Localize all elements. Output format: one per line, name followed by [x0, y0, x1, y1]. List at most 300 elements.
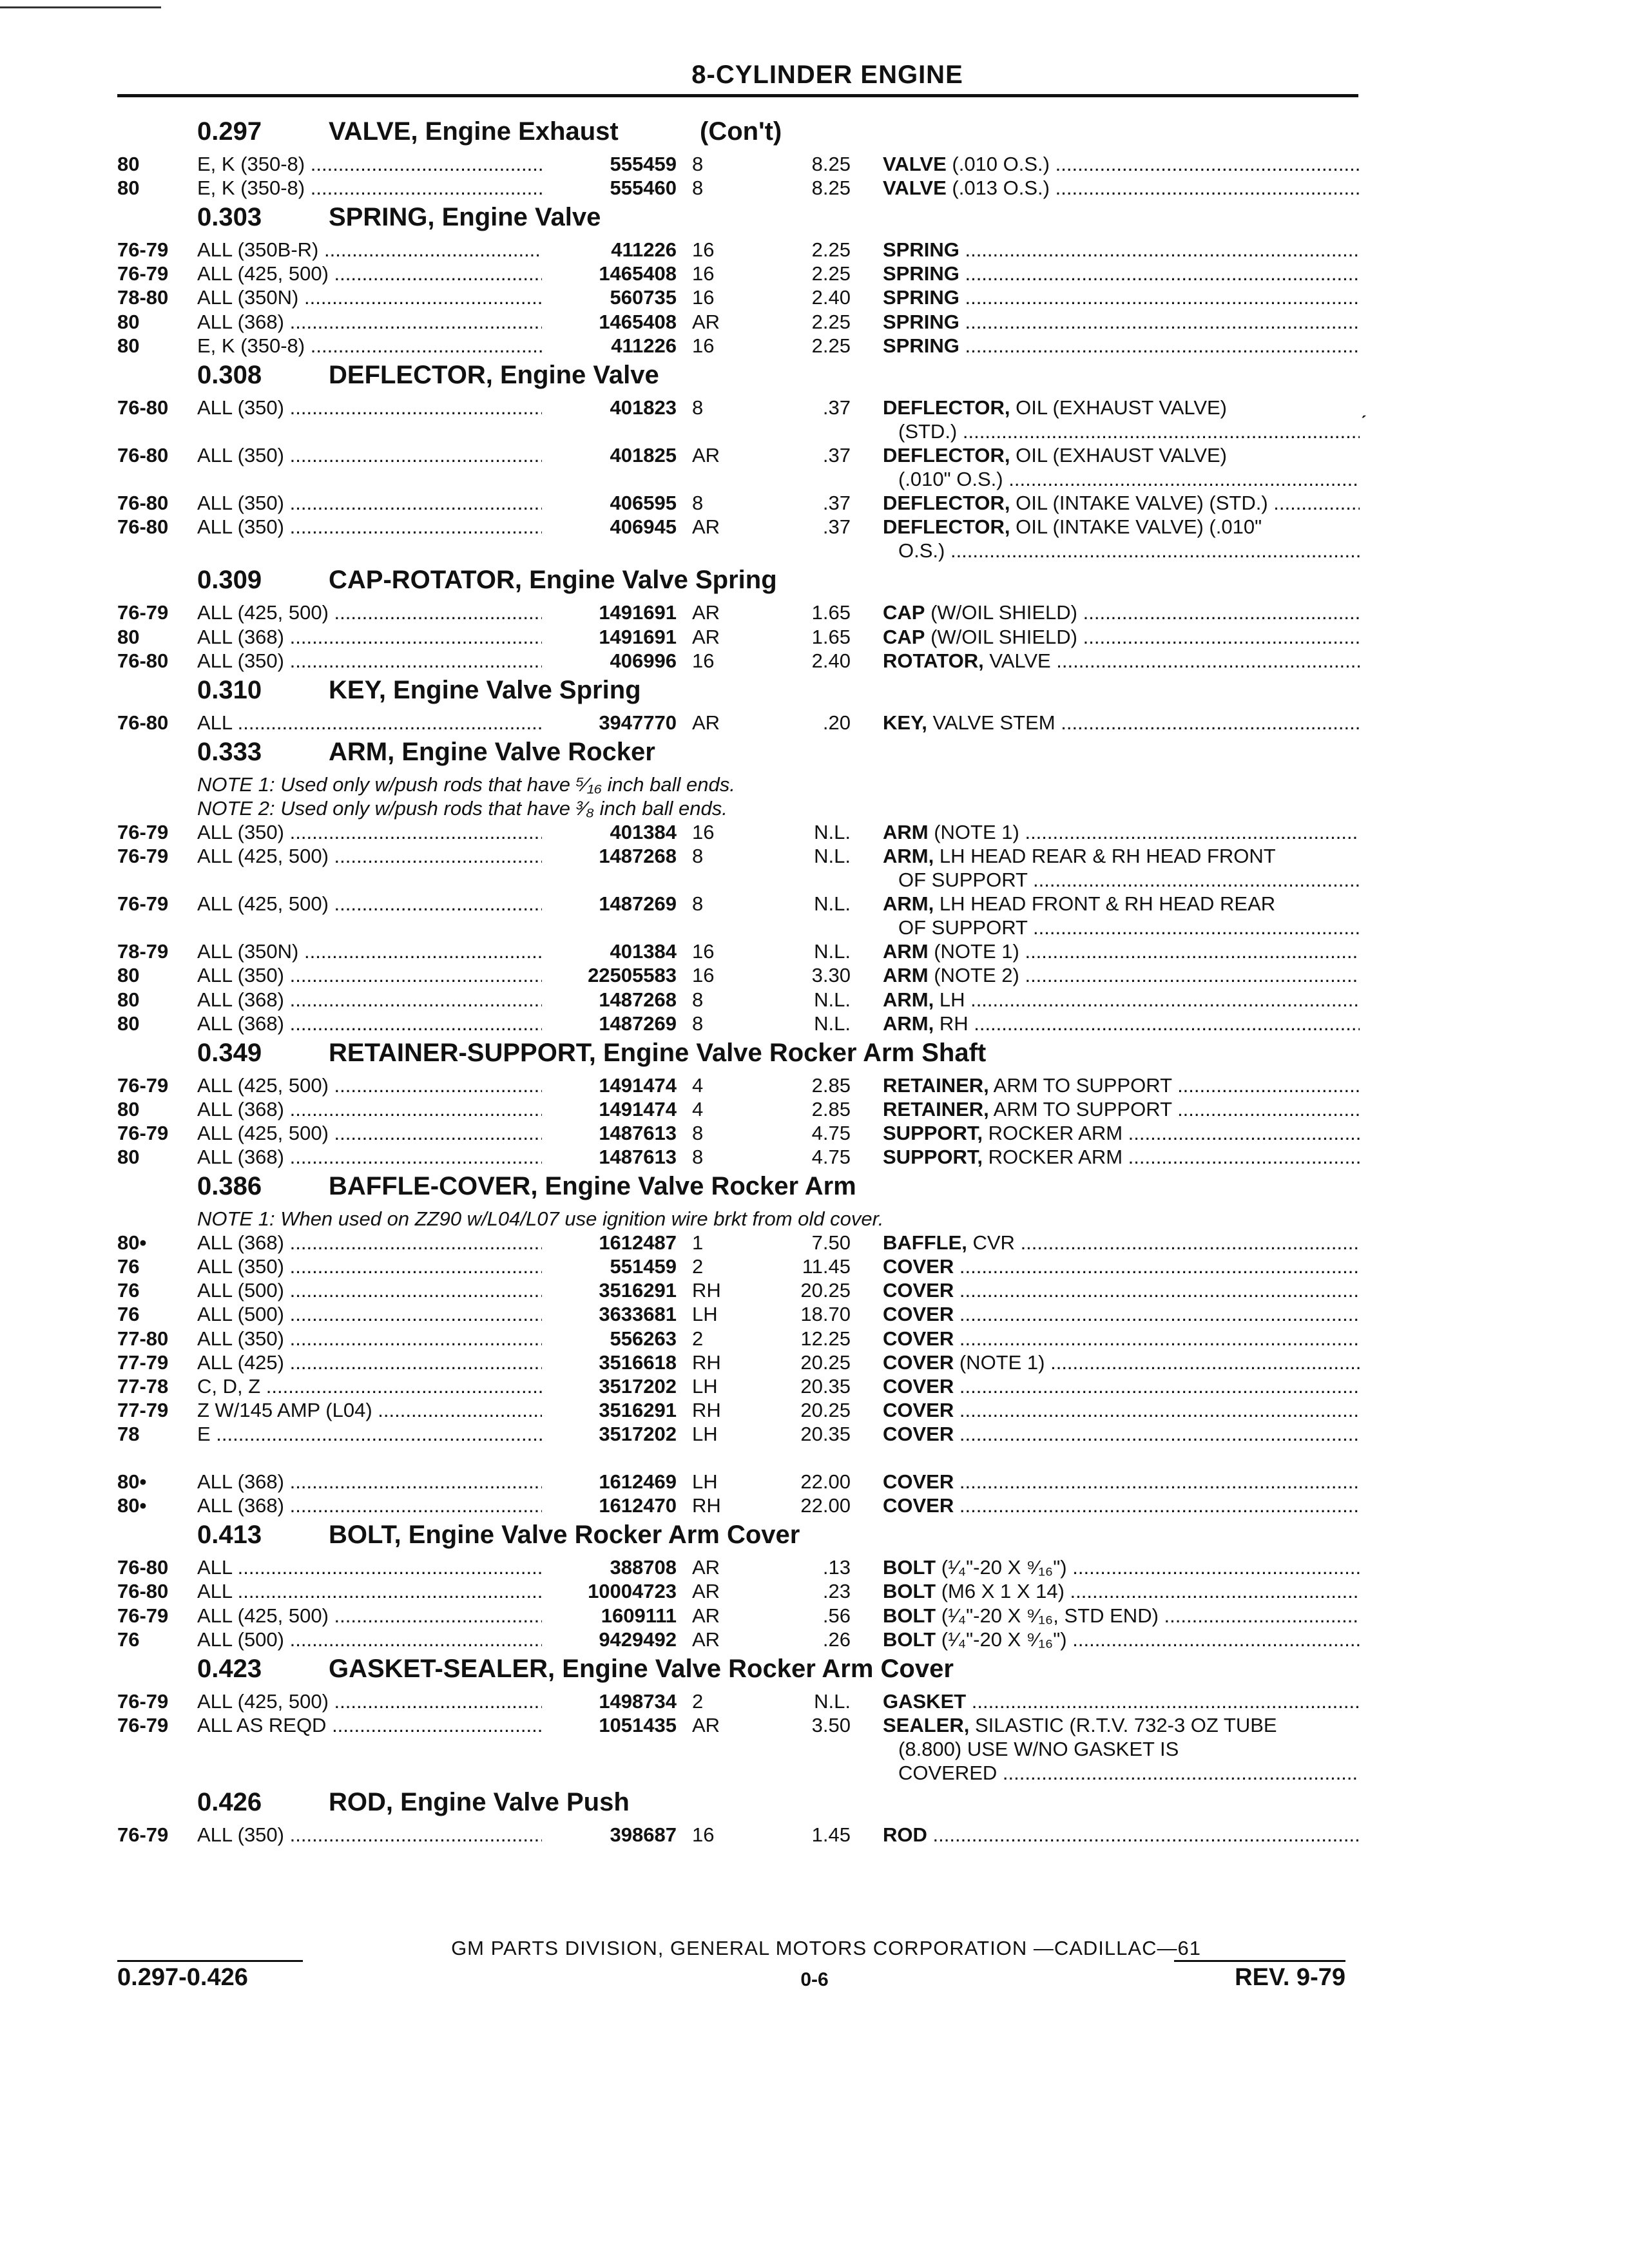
part-number: 1498734 [599, 1689, 677, 1713]
section-number: 0.309 [197, 566, 262, 595]
model-year: 76-79 [117, 1073, 169, 1097]
part-row [0, 940, 1629, 964]
description [883, 626, 1360, 649]
application-text: ALL (425, 500) ..... [197, 1074, 542, 1097]
quantity: 16 [692, 649, 715, 672]
price: N.L. [814, 988, 851, 1011]
application [197, 988, 542, 1012]
price: .23 [822, 1580, 851, 1603]
price: 11.45 [802, 1255, 851, 1278]
description [883, 1122, 1360, 1146]
description [883, 1012, 1360, 1036]
part-name: BOLT [883, 1628, 936, 1651]
part-number: 1487268 [599, 844, 677, 867]
price: 1.65 [811, 625, 851, 648]
description [883, 1423, 1360, 1446]
price: 3.30 [811, 964, 851, 987]
section-title: RETAINER-SUPPORT, Engine Valve Rocker Arm Shaft [329, 1038, 987, 1067]
part-name: SPRING [883, 310, 959, 333]
description-line [883, 845, 1360, 869]
part-number: 406945 [610, 515, 677, 539]
application [197, 711, 542, 735]
application [197, 396, 542, 419]
price: 2.85 [811, 1097, 851, 1120]
part-detail: (NOTE 2) [928, 964, 1019, 987]
model-year: 76-79 [117, 892, 169, 916]
application [197, 601, 542, 624]
part-detail: OIL (INTAKE VALVE) (STD.) [1010, 492, 1268, 515]
part-number: 406996 [610, 649, 677, 672]
part-name: ROTATOR, [883, 649, 984, 672]
part-name: COVER [883, 1494, 954, 1517]
application [197, 1470, 542, 1494]
part-name: COVER [883, 1327, 954, 1350]
application [197, 940, 542, 963]
model-year: 80 [117, 153, 140, 175]
description-line [883, 1470, 1360, 1494]
application-text: ALL ..... [197, 711, 542, 734]
description-text [883, 286, 1360, 309]
model-year: 80 [117, 988, 140, 1011]
application-text: ALL (425, 500) ..... [197, 1690, 542, 1713]
description [883, 1494, 1360, 1518]
application [197, 1628, 542, 1651]
application [197, 1580, 542, 1603]
quantity: AR [692, 1604, 720, 1627]
part-row [0, 1556, 1629, 1580]
part-name: ARM, [883, 892, 934, 916]
description-text [883, 821, 1360, 843]
application-text: ALL (350) ..... [197, 964, 542, 986]
description [883, 1628, 1360, 1652]
part-name: COVER [883, 1422, 954, 1445]
section-heading [197, 1039, 986, 1068]
application-text: ALL AS REQD ..... [197, 1714, 542, 1736]
application [197, 892, 542, 916]
model-year: 80 [117, 1097, 140, 1120]
part-detail: VALVE [983, 649, 1051, 672]
description [883, 1823, 1360, 1847]
part-row [0, 1604, 1629, 1628]
quantity: LH [692, 1374, 718, 1398]
description [883, 1690, 1360, 1714]
quantity: AR [692, 625, 720, 648]
application-text: ALL (350) ..... [197, 515, 542, 538]
application [197, 649, 542, 673]
part-detail: O.S.) [898, 539, 945, 562]
description [883, 1098, 1360, 1122]
description-line [883, 262, 1360, 286]
quantity: 8 [692, 892, 704, 916]
price: N.L. [814, 940, 851, 963]
part-detail: ARM TO SUPPORT [988, 1097, 1172, 1120]
description-text [883, 1122, 1360, 1144]
model-year: 80 [117, 1012, 140, 1035]
description-line [883, 1351, 1360, 1375]
part-number: 22505583 [588, 964, 677, 987]
model-year: 80 [117, 177, 140, 200]
description-line [883, 311, 1360, 334]
description-text [883, 1255, 1360, 1278]
section-title: SPRING, Engine Valve [329, 203, 601, 232]
part-row [0, 1690, 1629, 1714]
part-number: 555459 [610, 153, 677, 175]
section-title: ROD, Engine Valve Push [329, 1788, 630, 1817]
model-year: 76-80 [117, 1556, 169, 1579]
part-row [0, 1823, 1629, 1847]
part-row [0, 1122, 1629, 1146]
description-line [883, 468, 1360, 492]
quantity: LH [692, 1303, 718, 1326]
part-name: CAP [883, 625, 925, 648]
description-text [883, 1399, 1360, 1421]
part-name: RETAINER, [883, 1097, 989, 1120]
application [197, 1074, 542, 1097]
part-row [0, 844, 1629, 891]
application [197, 153, 542, 176]
quantity: 16 [692, 964, 715, 987]
section-note: NOTE 2: Used only w/push rods that have ³⁄₈ inch ball ends. [197, 796, 728, 820]
price: .13 [822, 1556, 851, 1579]
description-text [883, 1279, 1360, 1302]
application-text: ALL (368) ..... [197, 1494, 542, 1517]
model-year: 80 [117, 964, 140, 987]
quantity: 16 [692, 238, 715, 262]
description-text [883, 626, 1360, 648]
section-title: CAP-ROTATOR, Engine Valve Spring [329, 566, 777, 595]
part-name: BOLT [883, 1580, 936, 1603]
part-detail: (W/OIL SHIELD) [925, 601, 1077, 624]
description-text [883, 892, 1275, 915]
description-text [883, 334, 1360, 357]
part-number: 1612487 [599, 1231, 677, 1254]
description [883, 492, 1360, 515]
section-heading [197, 1521, 800, 1550]
part-name: COVER [883, 1350, 954, 1374]
part-row [0, 396, 1629, 443]
application-text: ALL (350N) ..... [197, 940, 542, 963]
description [883, 153, 1360, 177]
part-row [0, 1279, 1629, 1303]
description [883, 1714, 1360, 1785]
description-line [883, 177, 1360, 200]
part-number: 556263 [610, 1327, 677, 1350]
section-number: 0.413 [197, 1521, 262, 1550]
part-number: 555460 [610, 177, 677, 200]
description-line [883, 539, 1360, 563]
application-text: Z W/145 AMP (L04) ..... [197, 1399, 542, 1421]
part-number: 1491474 [599, 1097, 677, 1120]
description [883, 444, 1360, 492]
part-name: COVER [883, 1279, 954, 1302]
application-text: ALL (368) ..... [197, 1012, 542, 1035]
description [883, 988, 1360, 1012]
part-row [0, 1351, 1629, 1375]
description [883, 1303, 1360, 1327]
description-text [883, 964, 1360, 986]
part-number: 1487268 [599, 988, 677, 1011]
description [883, 601, 1360, 625]
price: 20.25 [800, 1350, 851, 1374]
section-number: 0.333 [197, 737, 262, 766]
description-line [883, 1494, 1360, 1518]
quantity: 16 [692, 940, 715, 963]
description-text [883, 711, 1360, 734]
section-note: NOTE 1: Used only w/push rods that have ⁵⁄₁₆ inch ball ends. [197, 773, 735, 796]
application [197, 262, 542, 285]
section-heading [197, 1172, 856, 1201]
price: 2.25 [811, 238, 851, 262]
part-number: 401823 [610, 396, 677, 419]
application-text: ALL (425, 500) ..... [197, 262, 542, 285]
part-row [0, 1423, 1629, 1446]
description-line [883, 444, 1360, 468]
description-line [883, 821, 1360, 845]
quantity: AR [692, 1628, 720, 1651]
description [883, 649, 1360, 673]
description-text [883, 1580, 1360, 1602]
quantity: 8 [692, 396, 704, 419]
application [197, 311, 542, 334]
price: .37 [822, 443, 851, 466]
description-line [883, 1423, 1360, 1446]
application-text: ALL (425, 500) ..... [197, 1604, 542, 1627]
application [197, 845, 542, 868]
price: N.L. [814, 1689, 851, 1713]
section-number: 0.310 [197, 675, 262, 704]
section-number: 0.349 [197, 1038, 262, 1067]
price: 18.70 [800, 1303, 851, 1326]
part-row [0, 1580, 1629, 1604]
price: 7.50 [811, 1231, 851, 1254]
description-line [883, 1375, 1360, 1399]
price: .37 [822, 515, 851, 539]
section-heading [197, 117, 782, 146]
application-text: C, D, Z ..... [197, 1375, 542, 1398]
part-row [0, 334, 1629, 358]
part-number: 1487269 [599, 1012, 677, 1035]
section-number: 0.308 [197, 360, 262, 389]
description-line [883, 916, 1360, 940]
section-heading [197, 738, 655, 767]
part-detail: (.013 O.S.) [946, 177, 1050, 200]
price: 3.50 [811, 1713, 851, 1736]
application [197, 286, 542, 309]
section-heading [197, 361, 659, 390]
footer-rule-right [1174, 1960, 1345, 1962]
description-text [883, 1423, 1360, 1445]
application-text: ALL (425) ..... [197, 1351, 542, 1374]
quantity: 8 [692, 1146, 704, 1168]
model-year: 76-79 [117, 262, 169, 285]
description-text [883, 177, 1360, 199]
description-line [883, 1303, 1360, 1327]
application [197, 1327, 542, 1350]
part-row [0, 311, 1629, 334]
quantity: 8 [692, 492, 704, 515]
price: N.L. [814, 892, 851, 916]
model-year: 77-79 [117, 1398, 169, 1421]
description-text [898, 1762, 1360, 1784]
quantity: 8 [692, 844, 704, 867]
description-line [883, 1556, 1360, 1580]
description [883, 1556, 1360, 1580]
description [883, 238, 1360, 262]
application-text: ALL (368) ..... [197, 1146, 542, 1168]
part-row [0, 1303, 1629, 1327]
description-line [883, 1098, 1360, 1122]
description-text [898, 420, 1360, 443]
price: 2.25 [811, 334, 851, 357]
application-text: ALL (500) ..... [197, 1628, 542, 1651]
description [883, 1399, 1360, 1423]
application-text: ALL ..... [197, 1580, 542, 1602]
description-line [883, 1823, 1360, 1847]
part-number: 406595 [610, 492, 677, 515]
section-title: DEFLECTOR, Engine Valve [329, 360, 659, 389]
quantity: 16 [692, 334, 715, 357]
part-name: ARM, [883, 988, 934, 1011]
model-year: 76-80 [117, 1580, 169, 1603]
price: 2.40 [811, 649, 851, 672]
section-continued: (Con't) [700, 117, 782, 146]
description [883, 1231, 1360, 1255]
part-number: 10004723 [588, 1580, 677, 1603]
part-row [0, 1255, 1629, 1279]
part-detail: (M6 X 1 X 14) [936, 1580, 1065, 1603]
model-year: 76 [117, 1628, 140, 1651]
part-name: DEFLECTOR, [883, 492, 1010, 515]
description [883, 1375, 1360, 1399]
description-line [883, 1255, 1360, 1279]
description-text [883, 1375, 1360, 1398]
part-number: 3517202 [599, 1374, 677, 1398]
model-year: 76 [117, 1279, 140, 1302]
model-year: 78-80 [117, 286, 169, 309]
quantity: LH [692, 1470, 718, 1494]
footer-rule-left [117, 1960, 303, 1962]
price: 20.35 [800, 1422, 851, 1445]
application [197, 1423, 542, 1446]
description [883, 515, 1360, 563]
description-text [883, 492, 1360, 514]
section-title: KEY, Engine Valve Spring [329, 675, 641, 704]
application [197, 1279, 542, 1302]
price: 2.40 [811, 286, 851, 309]
model-year: 76-79 [117, 1823, 169, 1847]
part-number: 1612470 [599, 1494, 677, 1517]
part-detail: LH [934, 988, 965, 1011]
part-number: 1465408 [599, 310, 677, 333]
application [197, 238, 542, 262]
part-row [0, 238, 1629, 262]
part-number: 1487613 [599, 1121, 677, 1144]
model-year: 80• [117, 1470, 147, 1494]
part-name: ARM [883, 820, 929, 843]
part-row [0, 1375, 1629, 1399]
quantity: AR [692, 515, 720, 539]
application-text: ALL (350) ..... [197, 444, 542, 466]
price: 12.25 [800, 1327, 851, 1350]
part-number: 1487269 [599, 892, 677, 916]
part-row [0, 1399, 1629, 1423]
description-line [883, 492, 1360, 515]
part-number: 3947770 [599, 711, 677, 734]
part-detail: RH [934, 1012, 969, 1035]
part-detail: ARM TO SUPPORT [988, 1073, 1172, 1097]
quantity: 16 [692, 286, 715, 309]
part-number: 1465408 [599, 262, 677, 285]
section-title: GASKET-SEALER, Engine Valve Rocker Arm Cover [329, 1654, 954, 1683]
description-line [883, 1122, 1360, 1146]
part-name: BOLT [883, 1604, 936, 1627]
application-text: ALL (350) ..... [197, 492, 542, 514]
price: N.L. [814, 1012, 851, 1035]
part-number: 401825 [610, 443, 677, 466]
section-number: 0.297 [197, 117, 262, 146]
price: .20 [822, 711, 851, 734]
description-line [883, 892, 1360, 916]
price: 4.75 [811, 1121, 851, 1144]
part-number: 1491691 [599, 601, 677, 624]
application [197, 1494, 542, 1517]
description-text [883, 601, 1360, 624]
quantity: RH [692, 1279, 721, 1302]
part-name: SUPPORT, [883, 1146, 983, 1168]
application [197, 1399, 542, 1422]
part-number: 401384 [610, 940, 677, 963]
quantity: 8 [692, 1012, 704, 1035]
description [883, 964, 1360, 988]
application-text: ALL (350) ..... [197, 1255, 542, 1278]
part-name: COVER [883, 1255, 954, 1278]
application-text: ALL (350) ..... [197, 396, 542, 419]
part-name: SPRING [883, 334, 959, 357]
part-name: SEALER, [883, 1713, 970, 1736]
part-detail: ROCKER ARM [983, 1146, 1123, 1168]
part-name: SPRING [883, 238, 959, 262]
part-detail: (¹⁄₄"-20 X ⁹⁄₁₆, STD END) [936, 1604, 1159, 1627]
description [883, 1279, 1360, 1303]
model-year: 80 [117, 334, 140, 357]
part-name: KEY, [883, 711, 927, 734]
application [197, 1556, 542, 1579]
part-number: 560735 [610, 286, 677, 309]
description-text [883, 396, 1227, 419]
description [883, 1470, 1360, 1494]
price: .26 [822, 1628, 851, 1651]
application [197, 626, 542, 649]
part-detail: ROCKER ARM [983, 1121, 1123, 1144]
application-text: E, K (350-8) ..... [197, 334, 542, 357]
model-year: 80 [117, 1146, 140, 1168]
description-text [883, 1074, 1360, 1097]
quantity: AR [692, 711, 720, 734]
part-row [0, 286, 1629, 310]
section-number: 0.386 [197, 1172, 262, 1201]
section-heading [197, 203, 601, 232]
section-title: VALVE, Engine Exhaust [329, 117, 619, 146]
part-row [0, 601, 1629, 625]
application-text: ALL (368) ..... [197, 1098, 542, 1120]
description-line [883, 1231, 1360, 1255]
part-name: DEFLECTOR, [883, 443, 1010, 466]
description-text [883, 1098, 1360, 1120]
description-line [883, 1738, 1360, 1762]
quantity: 16 [692, 820, 715, 843]
description-text [883, 311, 1360, 333]
model-year: 76-79 [117, 1604, 169, 1627]
